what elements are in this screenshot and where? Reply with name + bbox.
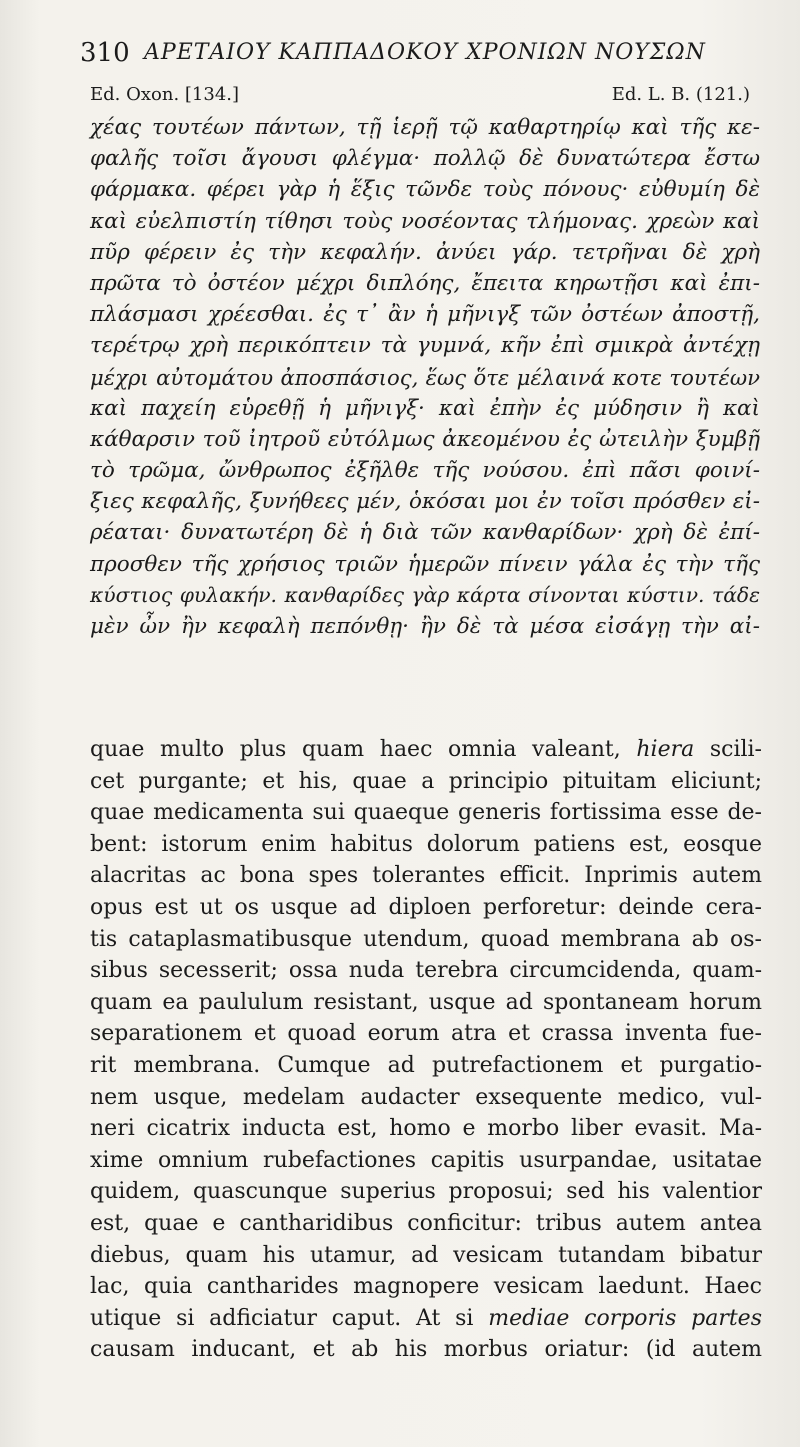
greek-line: φάρμακα. φέρει γὰρ ἡ ἕξις τῶνδε τοὺς πόνους· εὐθυμίη δὲ	[90, 177, 760, 203]
greek-line: κάθαρσιν τοῦ ἰητροῦ εὐτόλμως ἀκεομένου ἐς ὠτειλὴν ξυμβῇ	[90, 426, 760, 452]
latin-line: alacritas ac bona spes tolerantes efficit. Inprimis autem	[90, 863, 762, 889]
greek-line: πρῶτα τὸ ὀστέον μέχρι διπλόης, ἔπειτα κηρωτῇσι καὶ ἐπι-	[90, 270, 760, 296]
latin-line: bent: istorum enim habitus dolorum patiens est, eosque	[90, 831, 762, 857]
latin-line: quidem, quascunque superius proposui; sed his valentior	[90, 1179, 762, 1205]
latin-line: utique si adficiatur caput. At si mediae corporis partes	[90, 1305, 762, 1331]
greek-line: προσθεν τῆς χρήσιος τριῶν ἡμερῶν πίνειν γάλα ἐς τὴν τῆς	[90, 551, 760, 577]
greek-line: πῦρ φέρειν ἐς τὴν κεφαλήν. ἀνύει γάρ. τετρῆναι δὲ χρὴ	[90, 239, 760, 265]
latin-line: opus est ut os usque ad diploen perforetur: deinde cera-	[90, 894, 762, 920]
greek-text-block	[90, 112, 760, 642]
greek-line: φαλῆς τοῖσι ἄγουσι φλέγμα· πολλῷ δὲ δυνατώτερα ἔστω	[90, 146, 760, 172]
latin-line: est, quae e cantharidibus conficitur: tribus autem antea	[90, 1210, 762, 1236]
latin-line: quae multo plus quam haec omnia valeant, hiera scili-	[90, 737, 762, 762]
latin-line: rit membrana. Cumque ad putrefactionem et purgatio-	[90, 1052, 762, 1078]
latin-line: sibus secesserit; ossa nuda terebra circumcidenda, quam-	[90, 958, 762, 984]
latin-line: separationem et quoad eorum atra et crassa inventa fue-	[90, 1021, 762, 1047]
greek-line: ξιες κεφαλῆς, ξυνήθεες μέν, ὁκόσαι μοι ἐν τοῖσι πρόσθεν εἰ-	[90, 489, 760, 515]
greek-line: ρέαται· δυνατωτέρη δὲ ἡ διὰ τῶν κανθαρίδων· χρὴ δὲ ἐπί-	[90, 520, 760, 546]
latin-line: causam inducant, et ab his morbus oriatur: (id autem	[90, 1337, 762, 1363]
latin-line: quae medicamenta sui quaeque generis fortissima esse de-	[90, 800, 762, 826]
greek-line: χέας τουτέων πάντων, τῇ ἱερῇ τῷ καθαρτηρίῳ καὶ τῆς κε-	[90, 115, 760, 140]
latin-line: quam ea paululum resistant, usque ad spontaneam horum	[90, 989, 762, 1015]
latin-translation-block	[90, 734, 762, 1366]
latin-line: nem usque, medelam audacter exsequente medico, vul-	[90, 1084, 762, 1110]
greek-line: κύστιος φυλακήν. κανθαρίδες γὰρ κάρτα σίνονται κύστιν. τάδε	[90, 582, 760, 607]
edition-lb: Ed. L. B. (121.)	[611, 84, 750, 105]
running-head: ΑΡΕΤΑΙΟΥ ΚΑΠΠΑΔΟΚΟΥ ΧΡΟΝΙΩΝ ΝΟΥΣΩΝ	[144, 40, 706, 65]
latin-line: diebus, quam his utamur, ad vesicam tutandam bibatur	[90, 1242, 762, 1268]
latin-line: neri cicatrix inducta est, homo e morbo liber evasit. Ma-	[90, 1116, 762, 1142]
greek-line: καὶ εὐελπιστίη τίθησι τοὺς νοσέοντας τλήμονας. χρεὼν καὶ	[90, 208, 760, 234]
greek-line: πλάσμασι χρέεσθαι. ἐς τ᾽ ἂν ἡ μῆνιγξ τῶν ὀστέων ἀποστῇ,	[90, 302, 760, 328]
greek-line: μέχρι αὐτομάτου ἀποσπάσιος, ἕως ὅτε μέλαινά κοτε τουτέων	[90, 364, 760, 390]
greek-line: καὶ παχείη εὑρεθῇ ἡ μῆνιγξ· καὶ ἐπὴν ἐς μύδησιν ἢ καὶ	[90, 395, 760, 421]
greek-line: τερέτρῳ χρὴ περικόπτειν τὰ γυμνά, κῆν ἐπὶ σμικρὰ ἀντέχῃ	[90, 333, 760, 359]
greek-line: μὲν ὦν ἢν κεφαλὴ πεπόνθῃ· ἢν δὲ τὰ μέσα εἰσάγῃ τὴν αἰ-	[90, 614, 760, 639]
latin-line: cet purgante; et his, quae a principio pituitam eliciunt;	[90, 768, 762, 794]
edition-oxon: Ed. Oxon. [134.]	[90, 84, 240, 105]
latin-line: lac, quia cantharides magnopere vesicam laedunt. Haec	[90, 1274, 762, 1300]
latin-line: tis cataplasmatibusque utendum, quoad membrana ab os-	[90, 926, 762, 952]
page-number: 310	[80, 38, 130, 68]
greek-line: τὸ τρῶμα, ὤνθρωπος ἐξῆλθε τῆς νούσου. ἐπὶ πᾶσι φοινί-	[90, 458, 760, 484]
page-header	[80, 34, 740, 74]
latin-line: xime omnium rubefactiones capitis usurpandae, usitatae	[90, 1147, 762, 1173]
